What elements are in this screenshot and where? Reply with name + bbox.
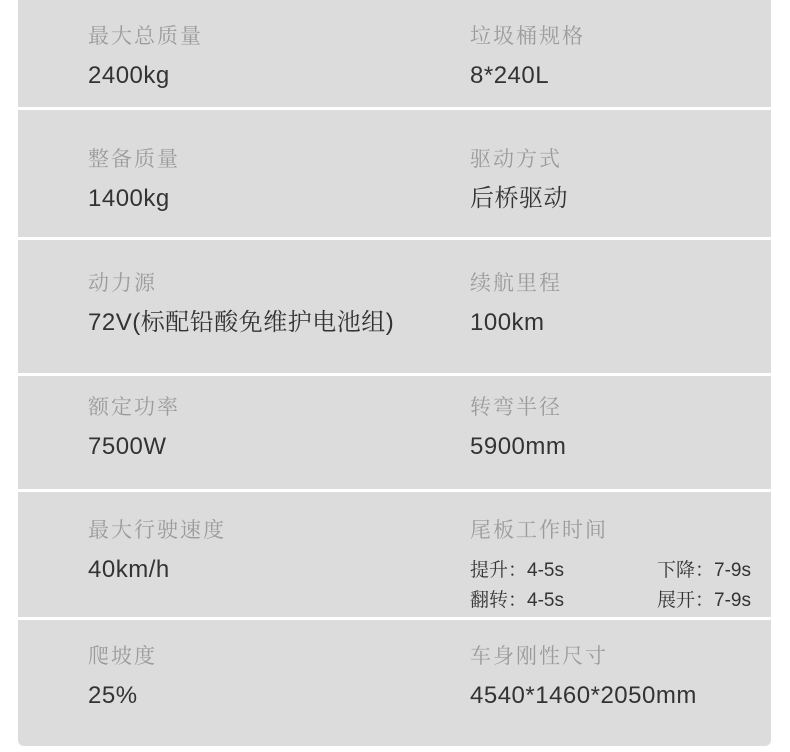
spec-cell (470, 396, 771, 489)
spec-row-gradeability (18, 620, 771, 746)
spec-label: 动力源 (88, 272, 157, 295)
spec-value: 100km (470, 309, 545, 336)
spec-row-rated-power (18, 376, 771, 489)
spec-label: 尾板工作时间 (470, 519, 608, 542)
spec-value: 1400kg (88, 185, 170, 212)
spec-cell (470, 272, 771, 373)
spec-cell (88, 25, 470, 107)
spec-row-max-speed (18, 492, 771, 617)
sub-spec-flip: 翻转：4-5s (470, 590, 564, 611)
spec-value: 7500W (88, 433, 167, 460)
tailgate-time-grid (470, 556, 771, 616)
spec-value: 4540*1460*2050mm (470, 682, 697, 709)
spec-label: 驱动方式 (470, 148, 562, 171)
spec-cell (88, 272, 470, 373)
spec-cell (88, 396, 470, 489)
spec-cell-tailgate-time (470, 519, 771, 617)
spec-row-power-source (18, 240, 771, 373)
spec-label: 垃圾桶规格 (470, 25, 585, 48)
spec-row-gross-weight (18, 0, 771, 107)
spec-value: 25% (88, 682, 138, 709)
spec-label: 整备质量 (88, 148, 180, 171)
spec-cell (470, 645, 771, 746)
spec-label: 最大行驶速度 (88, 519, 226, 542)
sub-spec-unfold: 展开：7-9s (657, 590, 751, 611)
spec-label: 爬坡度 (88, 645, 157, 668)
spec-cell (470, 25, 771, 107)
spec-cell (88, 148, 470, 237)
sub-spec-lift: 提升：4-5s (470, 560, 564, 581)
spec-table (18, 0, 771, 746)
spec-value: 8*240L (470, 62, 550, 89)
spec-label: 额定功率 (88, 396, 180, 419)
sub-spec-lower: 下降：7-9s (657, 560, 751, 581)
spec-value: 5900mm (470, 433, 567, 460)
spec-value: 40km/h (88, 556, 170, 583)
spec-label: 车身刚性尺寸 (470, 645, 608, 668)
spec-value: 72V(标配铅酸免维护电池组) (88, 309, 395, 336)
spec-cell (470, 148, 771, 237)
spec-label: 转弯半径 (470, 396, 562, 419)
spec-value: 后桥驱动 (470, 185, 568, 212)
spec-label: 续航里程 (470, 272, 562, 295)
spec-row-curb-weight (18, 110, 771, 237)
spec-label: 最大总质量 (88, 25, 203, 48)
spec-cell (88, 519, 470, 617)
spec-value: 2400kg (88, 62, 170, 89)
spec-cell (88, 645, 470, 746)
